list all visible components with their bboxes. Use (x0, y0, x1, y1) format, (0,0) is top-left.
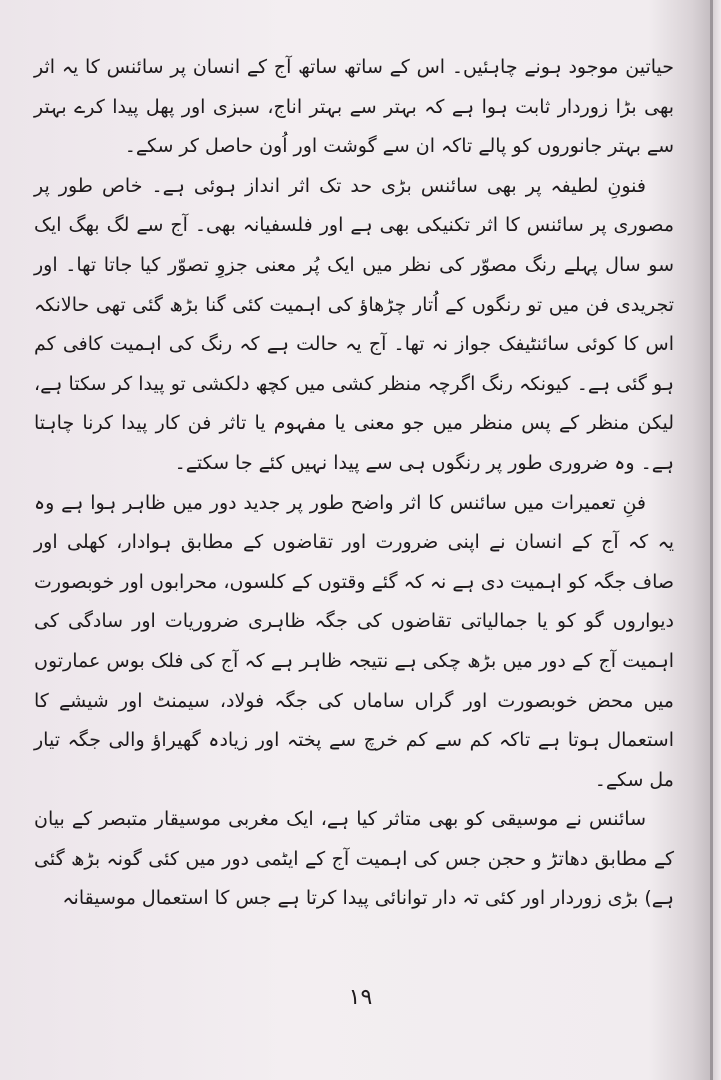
page-number: ۱۹ (348, 985, 373, 1010)
paragraph-2: فنونِ لطیفہ پر بھی سائنس بڑی حد تک اثر انداز ہوئی ہے۔ خاص طور پر مصوری پر سائنس کا اثر تکنیکی بھی ہے اور فلسفیانہ بھی۔ آج سے لگ بھگ ایک سو سال پہلے رنگ مصوّر کی نظر میں ایک پُر معنی جزوِ تصوّر کیا جاتا تھا۔ اور تجریدی فن میں تو رنگوں کے اُتار چڑھاؤ کی اہمیت کئی گنا بڑھ گئی تھی حالانکہ اس کا کوئی سائنٹیفک جواز نہ تھا۔ آج یہ حالت ہے کہ رنگ کی اہمیت کافی کم ہو گئی ہے۔ کیونکہ رنگ اگرچہ منظر کشی میں کچھ دلکشی تو پیدا کر سکتا ہے، لیکن منظر کے پس منظر میں جو معنی یا مفہوم یا تاثر فن کار پیدا کرنا چاہتا ہے۔ وہ ضروری طور پر رنگوں ہی سے پیدا نہیں کئے جا سکتے۔ (34, 174, 674, 474)
page-edge (713, 0, 721, 1080)
paragraph-4: سائنس نے موسیقی کو بھی متاثر کیا ہے، ایک مغربی موسیقار متبصر کے بیان کے مطابق دھاتڑ و حجن جس کی اہمیت آج کے ایٹمی دور میں کئی گونہ بڑھ گئی ہے) بڑی زوردار اور کئی تہ دار توانائی پیدا کرتا ہے جس کا استعمال موسیقانہ (34, 808, 674, 910)
page-edge-line (710, 0, 713, 1080)
paragraph-1: حیاتین موجود ہونے چاہئیں۔ اس کے ساتھ ساتھ آج کے انسان پر سائنس کا یہ اثر بھی بڑا زوردار ثابت ہوا ہے کہ بہتر سے بہتر اناج، سبزی اور پھل پیدا کرے بہتر سے بہتر جانوروں کو پالے تاکہ ان سے گوشت اور اُون حاصل کر سکے۔ (34, 56, 674, 158)
body-text (34, 48, 674, 919)
paragraph-3: فنِ تعمیرات میں سائنس کا اثر واضح طور پر جدید دور میں ظاہر ہوا ہے وہ یہ کہ آج کے انسان نے اپنی ضرورت اور تقاضوں کے مطابق ہوادار، کھلی اور صاف جگہ کو اہمیت دی ہے نہ کہ گئے وقتوں کے کلسوں، محرابوں اور خوبصورت دیواروں گو کو یا جمالیاتی تقاضوں کی جگہ ظاہری ضروریات اور سادگی کی اہمیت آج کے دور میں بڑھ چکی ہے نتیجہ ظاہر ہے کہ آج کی فلک بوس عمارتوں میں محض خوبصورت اور گراں ساماں کی جگہ فولاد، سیمنٹ اور شیشے کا استعمال ہوتا ہے تاکہ کم سے کم خرچ سے پختہ اور زیادہ گھیراؤ والی جگہ تیار مل سکے۔ (34, 491, 674, 791)
